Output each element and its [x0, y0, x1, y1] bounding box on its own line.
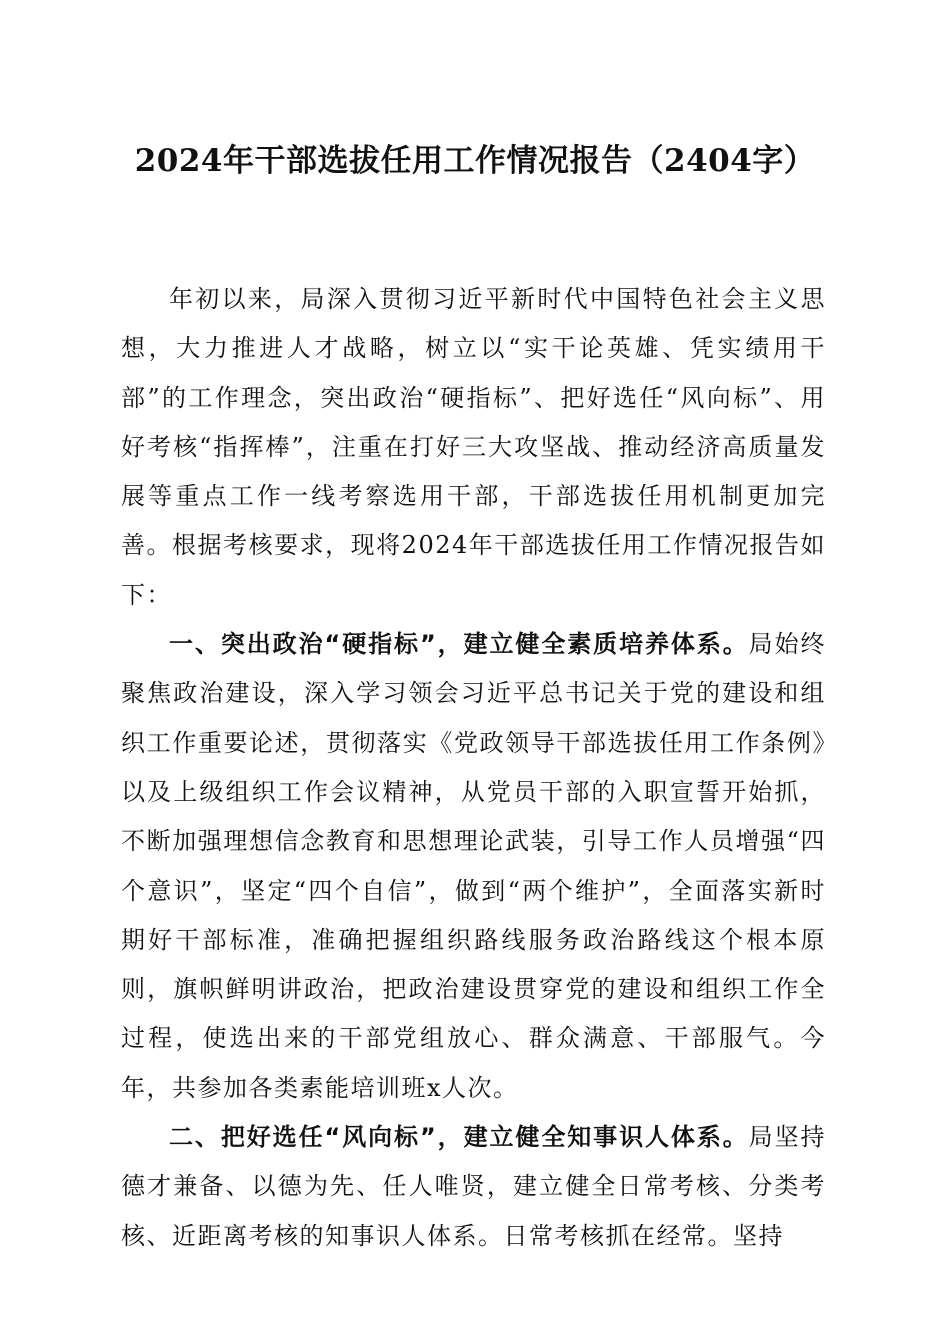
- section-heading: 二、把好选任“风向标”，建立健全知事识人体系。: [169, 1123, 749, 1152]
- paragraph-text: 年初以来，局深入贯彻习近平新时代中国特色社会主义思想，大力推进人才战略，树立以“实干论英雄、凭实绩用干部”的工作理念，突出政治“硬指标”、把好选任“风向标”、用好考核“指挥棒”，注重在打好三大攻坚战、推动经济高质量发展等重点工作一线考察选用干部，干部选拔任用机制更加完善。根据考核要求，现将2024年干部选拔任用工作情况报告如下：: [121, 285, 826, 609]
- paragraph-intro: [121, 275, 826, 620]
- document-title: 2024年干部选拔任用工作情况报告（2404字）: [134, 143, 816, 179]
- paragraph-text: 局始终聚焦政治建设，深入学习领会习近平总书记关于党的建设和组织工作重要论述，贯彻落实《党政领导干部选拔任用工作条例》以及上级组织工作会议精神，从党员干部的入职宣誓开始抓，不断加强理想信念教育和思想理论武装，引导工作人员增强“四个意识”，坚定“四个自信”，做到“两个维护”，全面落实新时期好干部标准，准确把握组织路线服务政治路线这个根本原则，旗帜鲜明讲政治，把政治建设贯穿党的建设和组织工作全过程，使选出来的干部党组放心、群众满意、干部服气。今年，共参加各类素能培训班x人次。: [121, 630, 827, 1102]
- document-body: [121, 275, 826, 1261]
- paragraph-section-2: [121, 1113, 826, 1261]
- paragraph-section-1: [121, 620, 826, 1113]
- paragraph-text: 局坚持德才兼备、以德为先、任人唯贤，建立健全日常考核、分类考核、近距离考核的知事识人体系。日常考核抓在经常。坚持: [121, 1123, 827, 1250]
- section-heading: 一、突出政治“硬指标”，建立健全素质培养体系。: [169, 630, 749, 659]
